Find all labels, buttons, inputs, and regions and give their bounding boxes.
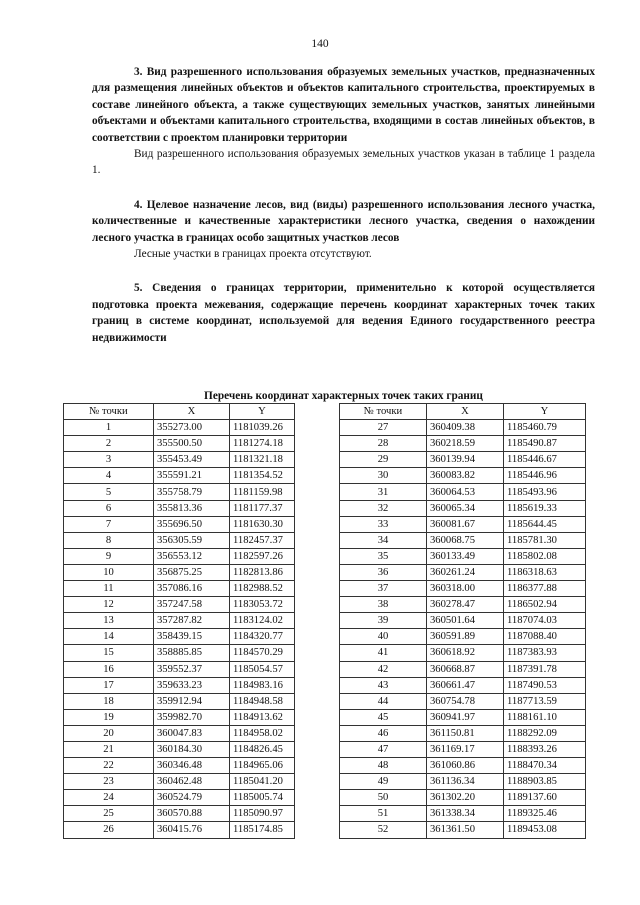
x-coordinate-cell: 360501.64 (427, 613, 504, 629)
point-number-cell: 43 (340, 677, 427, 693)
x-coordinate-cell: 356553.12 (154, 548, 230, 564)
table-row (64, 709, 295, 725)
point-number-cell: 8 (64, 532, 154, 548)
point-number-cell: 49 (340, 774, 427, 790)
y-coordinate-cell: 1184826.45 (230, 741, 295, 757)
x-coordinate-cell: 360570.88 (154, 806, 230, 822)
table-row (64, 725, 295, 741)
table-row (64, 741, 295, 757)
x-coordinate-cell: 360661.47 (427, 677, 504, 693)
point-number-cell: 46 (340, 725, 427, 741)
x-coordinate-cell: 360184.30 (154, 741, 230, 757)
point-number-cell: 18 (64, 693, 154, 709)
y-coordinate-cell: 1185174.85 (230, 822, 295, 838)
point-number-cell: 36 (340, 564, 427, 580)
table-row (64, 677, 295, 693)
table-row (64, 564, 295, 580)
table-row (340, 629, 586, 645)
y-coordinate-cell: 1181630.30 (230, 516, 295, 532)
section-3-text: Вид разрешенного использования образуемых земельных участков указан в таблице 1 раздела 1. (92, 148, 595, 177)
table-row (64, 645, 295, 661)
section-5-heading: 5. Сведения о границах территории, применительно к которой осуществляется подготовка проекта межевания, содержащие перечень координат характерных точек таких границ в системе координат, используемой для ведения Единого государственного реестра недвижимости (92, 282, 595, 344)
x-coordinate-cell: 357086.16 (154, 581, 230, 597)
table-row (340, 677, 586, 693)
x-coordinate-cell: 357247.58 (154, 597, 230, 613)
point-number-cell: 35 (340, 548, 427, 564)
x-coordinate-cell: 360081.67 (427, 516, 504, 532)
point-number-cell: 33 (340, 516, 427, 532)
y-coordinate-cell: 1181159.98 (230, 484, 295, 500)
x-coordinate-cell: 361302.20 (427, 790, 504, 806)
y-coordinate-cell: 1187713.59 (504, 693, 586, 709)
point-number-cell: 29 (340, 452, 427, 468)
y-coordinate-cell: 1185054.57 (230, 661, 295, 677)
x-coordinate-cell: 361361.50 (427, 822, 504, 838)
header-y: Y (230, 404, 295, 420)
table-row (64, 661, 295, 677)
y-coordinate-cell: 1184958.02 (230, 725, 295, 741)
table-row (340, 725, 586, 741)
x-coordinate-cell: 360668.87 (427, 661, 504, 677)
table-row (64, 532, 295, 548)
point-number-cell: 15 (64, 645, 154, 661)
y-coordinate-cell: 1188161.10 (504, 709, 586, 725)
y-coordinate-cell: 1185490.87 (504, 436, 586, 452)
y-coordinate-cell: 1184983.16 (230, 677, 295, 693)
x-coordinate-cell: 359633.23 (154, 677, 230, 693)
y-coordinate-cell: 1187490.53 (504, 677, 586, 693)
point-number-cell: 41 (340, 645, 427, 661)
y-coordinate-cell: 1185005.74 (230, 790, 295, 806)
x-coordinate-cell: 355758.79 (154, 484, 230, 500)
table-row (64, 452, 295, 468)
y-coordinate-cell: 1184948.58 (230, 693, 295, 709)
header-point-number: № точки (64, 404, 154, 420)
y-coordinate-cell: 1184570.29 (230, 645, 295, 661)
x-coordinate-cell: 357287.82 (154, 613, 230, 629)
point-number-cell: 47 (340, 741, 427, 757)
x-coordinate-cell: 361150.81 (427, 725, 504, 741)
x-coordinate-cell: 359912.94 (154, 693, 230, 709)
y-coordinate-cell: 1185090.97 (230, 806, 295, 822)
table-row (64, 822, 295, 838)
x-coordinate-cell: 358885.85 (154, 645, 230, 661)
y-coordinate-cell: 1188903.85 (504, 774, 586, 790)
table-row (340, 806, 586, 822)
y-coordinate-cell: 1188393.26 (504, 741, 586, 757)
y-coordinate-cell: 1185644.45 (504, 516, 586, 532)
x-coordinate-cell: 360218.59 (427, 436, 504, 452)
y-coordinate-cell: 1185446.96 (504, 468, 586, 484)
document-body (92, 64, 595, 346)
table-row (340, 661, 586, 677)
point-number-cell: 38 (340, 597, 427, 613)
y-coordinate-cell: 1186377.88 (504, 581, 586, 597)
table-title: Перечень координат характерных точек таких границ (204, 390, 483, 402)
point-number-cell: 19 (64, 709, 154, 725)
y-coordinate-cell: 1187383.93 (504, 645, 586, 661)
table-row (340, 484, 586, 500)
point-number-cell: 45 (340, 709, 427, 725)
y-coordinate-cell: 1184913.62 (230, 709, 295, 725)
y-coordinate-cell: 1184965.06 (230, 758, 295, 774)
y-coordinate-cell: 1189137.60 (504, 790, 586, 806)
y-coordinate-cell: 1182988.52 (230, 581, 295, 597)
point-number-cell: 30 (340, 468, 427, 484)
y-coordinate-cell: 1185619.33 (504, 500, 586, 516)
point-number-cell: 34 (340, 532, 427, 548)
x-coordinate-cell: 360591.89 (427, 629, 504, 645)
x-coordinate-cell: 360139.94 (427, 452, 504, 468)
y-coordinate-cell: 1189453.08 (504, 822, 586, 838)
y-coordinate-cell: 1186318.63 (504, 564, 586, 580)
table-row (64, 484, 295, 500)
x-coordinate-cell: 360415.76 (154, 822, 230, 838)
section-3-heading: 3. Вид разрешенного использования образуемых земельных участков, предназначенных для размещения линейных объектов и объектов капитального строительства, проектируемых в составе линейного объекта, а также существующих земельных участков, занятых линейными объектами и объектами капитального строительства, входящими в состав линейных объектов, в соответствии с проектом планировки территории (92, 66, 595, 144)
coordinates-table-right (339, 403, 586, 839)
table-row (340, 741, 586, 757)
y-coordinate-cell: 1184320.77 (230, 629, 295, 645)
y-coordinate-cell: 1182813.86 (230, 564, 295, 580)
x-coordinate-cell: 356875.25 (154, 564, 230, 580)
table-row (64, 548, 295, 564)
y-coordinate-cell: 1185460.79 (504, 420, 586, 436)
x-coordinate-cell: 358439.15 (154, 629, 230, 645)
point-number-cell: 9 (64, 548, 154, 564)
x-coordinate-cell: 360278.47 (427, 597, 504, 613)
table-header-row (64, 404, 295, 420)
x-coordinate-cell: 360462.48 (154, 774, 230, 790)
table-row (64, 629, 295, 645)
x-coordinate-cell: 360047.83 (154, 725, 230, 741)
point-number-cell: 51 (340, 806, 427, 822)
point-number-cell: 50 (340, 790, 427, 806)
table-row (64, 420, 295, 436)
y-coordinate-cell: 1187391.78 (504, 661, 586, 677)
coordinates-table-left (63, 403, 295, 839)
table-row (64, 774, 295, 790)
point-number-cell: 21 (64, 741, 154, 757)
table-row (340, 500, 586, 516)
table-row (64, 516, 295, 532)
point-number-cell: 48 (340, 758, 427, 774)
point-number-cell: 20 (64, 725, 154, 741)
point-number-cell: 11 (64, 581, 154, 597)
y-coordinate-cell: 1185781.30 (504, 532, 586, 548)
x-coordinate-cell: 361338.34 (427, 806, 504, 822)
point-number-cell: 28 (340, 436, 427, 452)
point-number-cell: 40 (340, 629, 427, 645)
x-coordinate-cell: 360524.79 (154, 790, 230, 806)
point-number-cell: 14 (64, 629, 154, 645)
y-coordinate-cell: 1188292.09 (504, 725, 586, 741)
x-coordinate-cell: 361136.34 (427, 774, 504, 790)
table-row (64, 436, 295, 452)
table-row (340, 822, 586, 838)
x-coordinate-cell: 361169.17 (427, 741, 504, 757)
table-row (64, 806, 295, 822)
table-row (64, 581, 295, 597)
y-coordinate-cell: 1189325.46 (504, 806, 586, 822)
y-coordinate-cell: 1183053.72 (230, 597, 295, 613)
point-number-cell: 39 (340, 613, 427, 629)
table-row (340, 436, 586, 452)
table-row (64, 468, 295, 484)
x-coordinate-cell: 360261.24 (427, 564, 504, 580)
table-row (340, 758, 586, 774)
point-number-cell: 5 (64, 484, 154, 500)
x-coordinate-cell: 356305.59 (154, 532, 230, 548)
header-x: X (154, 404, 230, 420)
table-row (340, 790, 586, 806)
header-y: Y (504, 404, 586, 420)
section-4-text: Лесные участки в границах проекта отсутствуют. (134, 248, 372, 261)
point-number-cell: 10 (64, 564, 154, 580)
x-coordinate-cell: 359982.70 (154, 709, 230, 725)
y-coordinate-cell: 1181321.18 (230, 452, 295, 468)
x-coordinate-cell: 360083.82 (427, 468, 504, 484)
point-number-cell: 42 (340, 661, 427, 677)
point-number-cell: 23 (64, 774, 154, 790)
x-coordinate-cell: 360941.97 (427, 709, 504, 725)
x-coordinate-cell: 355591.21 (154, 468, 230, 484)
point-number-cell: 2 (64, 436, 154, 452)
header-point-number: № точки (340, 404, 427, 420)
y-coordinate-cell: 1181177.37 (230, 500, 295, 516)
table-row (64, 597, 295, 613)
table-row (340, 597, 586, 613)
x-coordinate-cell: 355813.36 (154, 500, 230, 516)
table-row (64, 758, 295, 774)
y-coordinate-cell: 1181274.18 (230, 436, 295, 452)
table-row (340, 693, 586, 709)
table-row (340, 516, 586, 532)
x-coordinate-cell: 360068.75 (427, 532, 504, 548)
x-coordinate-cell: 360346.48 (154, 758, 230, 774)
x-coordinate-cell: 360065.34 (427, 500, 504, 516)
y-coordinate-cell: 1181354.52 (230, 468, 295, 484)
y-coordinate-cell: 1187074.03 (504, 613, 586, 629)
x-coordinate-cell: 360754.78 (427, 693, 504, 709)
point-number-cell: 32 (340, 500, 427, 516)
point-number-cell: 24 (64, 790, 154, 806)
point-number-cell: 3 (64, 452, 154, 468)
x-coordinate-cell: 355500.50 (154, 436, 230, 452)
table-row (64, 613, 295, 629)
point-number-cell: 26 (64, 822, 154, 838)
y-coordinate-cell: 1185493.96 (504, 484, 586, 500)
y-coordinate-cell: 1185041.20 (230, 774, 295, 790)
x-coordinate-cell: 361060.86 (427, 758, 504, 774)
table-row (64, 790, 295, 806)
table-row (340, 645, 586, 661)
point-number-cell: 6 (64, 500, 154, 516)
x-coordinate-cell: 359552.37 (154, 661, 230, 677)
point-number-cell: 31 (340, 484, 427, 500)
table-row (340, 452, 586, 468)
table-row (64, 693, 295, 709)
point-number-cell: 12 (64, 597, 154, 613)
y-coordinate-cell: 1188470.34 (504, 758, 586, 774)
point-number-cell: 4 (64, 468, 154, 484)
table-row (340, 613, 586, 629)
table-row (340, 709, 586, 725)
y-coordinate-cell: 1185446.67 (504, 452, 586, 468)
x-coordinate-cell: 355453.49 (154, 452, 230, 468)
point-number-cell: 25 (64, 806, 154, 822)
point-number-cell: 1 (64, 420, 154, 436)
y-coordinate-cell: 1182457.37 (230, 532, 295, 548)
x-coordinate-cell: 355696.50 (154, 516, 230, 532)
x-coordinate-cell: 360409.38 (427, 420, 504, 436)
x-coordinate-cell: 360064.53 (427, 484, 504, 500)
point-number-cell: 27 (340, 420, 427, 436)
point-number-cell: 17 (64, 677, 154, 693)
table-row (340, 468, 586, 484)
x-coordinate-cell: 355273.00 (154, 420, 230, 436)
table-row (340, 548, 586, 564)
table-header-row (340, 404, 586, 420)
point-number-cell: 7 (64, 516, 154, 532)
table-row (340, 774, 586, 790)
point-number-cell: 37 (340, 581, 427, 597)
y-coordinate-cell: 1186502.94 (504, 597, 586, 613)
section-4-heading: 4. Целевое назначение лесов, вид (виды) разрешенного использования лесного участка, количественные и качественные характеристики лесного участка, сведения о нахождении лесного участка в границах особо защитных участков лесов (92, 198, 595, 244)
table-row (64, 500, 295, 516)
point-number-cell: 52 (340, 822, 427, 838)
point-number-cell: 16 (64, 661, 154, 677)
point-number-cell: 22 (64, 758, 154, 774)
table-row (340, 532, 586, 548)
y-coordinate-cell: 1185802.08 (504, 548, 586, 564)
page-number: 140 (311, 38, 329, 50)
table-row (340, 420, 586, 436)
point-number-cell: 13 (64, 613, 154, 629)
y-coordinate-cell: 1187088.40 (504, 629, 586, 645)
y-coordinate-cell: 1182597.26 (230, 548, 295, 564)
y-coordinate-cell: 1183124.02 (230, 613, 295, 629)
point-number-cell: 44 (340, 693, 427, 709)
x-coordinate-cell: 360133.49 (427, 548, 504, 564)
table-row (340, 564, 586, 580)
x-coordinate-cell: 360618.92 (427, 645, 504, 661)
table-row (340, 581, 586, 597)
y-coordinate-cell: 1181039.26 (230, 420, 295, 436)
x-coordinate-cell: 360318.00 (427, 581, 504, 597)
header-x: X (427, 404, 504, 420)
